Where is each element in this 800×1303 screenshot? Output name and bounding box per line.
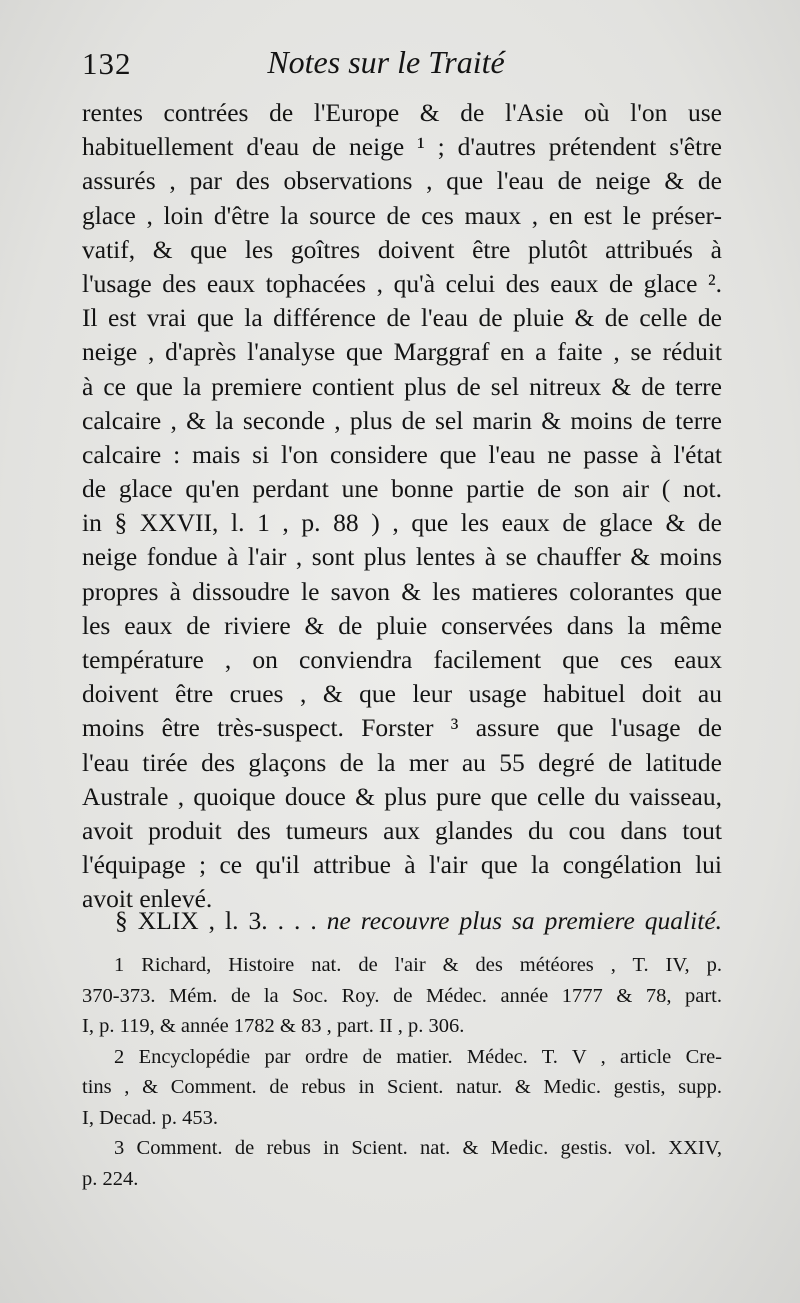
main-text (82, 96, 722, 917)
text-line: in § XXVII, l. 1 , p. 88 ) , que les eaux de glace & de (82, 508, 722, 538)
text-line: à ce que la premiere contient plus de sel nitreux & de terre (82, 371, 722, 401)
text-line: calcaire , & la seconde , plus de sel marin & moins de terre (82, 405, 722, 435)
footnote-line: 2 Encyclopédie par ordre de matier. Médec. T. V , article Cre- (114, 1045, 722, 1068)
text-line: l'équipage ; ce qu'il attribue à l'air que la congélation lui (82, 850, 722, 880)
section-quote: ne recouvre plus sa premiere qualité. (326, 906, 723, 935)
text-line: Il est vrai que la différence de l'eau de pluie & de celle de (82, 303, 722, 333)
text-line: calcaire : mais si l'on considere que l'eau ne passe à l'état (82, 439, 722, 469)
page-header (82, 44, 750, 88)
text-line: moins être très-suspect. Forster ³ assure que l'usage de (82, 713, 722, 743)
footnote-line: 1 Richard, Histoire nat. de l'air & des météores , T. IV, p. (114, 954, 722, 976)
text-line: neige , d'après l'analyse que Marggraf en a faite , se réduit (82, 337, 722, 367)
running-head: Notes sur le Traité (267, 44, 505, 80)
text-line: avoit enlevé. (82, 884, 213, 914)
text-line: l'usage des eaux tophacées , qu'à celui des eaux de glace ². (82, 268, 722, 298)
footnote-line: I, p. 119, & année 1782 & 83 , part. II , p. 306. (82, 1015, 465, 1037)
footnote-line: 3 Comment. de rebus in Scient. nat. & Medic. gestis. vol. XXIV, (114, 1137, 722, 1159)
text-line: l'eau tirée des glaçons de la mer au 55 degré de latitude (82, 747, 722, 777)
text-line: neige fondue à l'air , sont plus lentes à se chauffer & moins (82, 542, 722, 572)
text-line: doivent être crues , & que leur usage habituel doit au (82, 679, 722, 709)
text-line: propres à dissoudre le savon & les matieres colorantes que (82, 576, 722, 606)
text-line: rentes contrées de l'Europe & de l'Asie où l'on use (82, 98, 722, 127)
footnote-line: I, Decad. p. 453. (82, 1106, 219, 1129)
text-line: Australe , quoique douce & plus pure que celle du vaisseau, (82, 781, 722, 811)
text-line: avoit produit des tumeurs aux glandes du cou dans tout (82, 815, 722, 845)
footnotes (82, 950, 722, 1194)
text-line: vatif, & que les goîtres doivent être plutôt attribués à (82, 234, 722, 264)
text-line: assurés , par des observations , que l'eau de neige & de (82, 166, 722, 196)
section-reference (115, 906, 722, 936)
text-line: les eaux de riviere & de pluie conservées dans la même (82, 610, 722, 640)
section-ref: § XLIX , l. 3. . . . (115, 906, 317, 935)
text-line: glace , loin d'être la source de ces maux , en est le préser- (82, 200, 722, 230)
text-line: habituellement d'eau de neige ¹ ; d'autres prétendent s'être (82, 132, 722, 162)
footnote-line: tins , & Comment. de rebus in Scient. natur. & Medic. gestis, supp. (82, 1076, 722, 1098)
footnote-line: p. 224. (82, 1167, 139, 1190)
footnote-line: 370-373. Mém. de la Soc. Roy. de Médec. année 1777 & 78, part. (82, 984, 722, 1007)
text-line: température , on conviendra facilement que ces eaux (82, 645, 722, 674)
text-line: de glace qu'en perdant une bonne partie de son air ( not. (82, 474, 722, 504)
page-number: 132 (82, 46, 132, 81)
